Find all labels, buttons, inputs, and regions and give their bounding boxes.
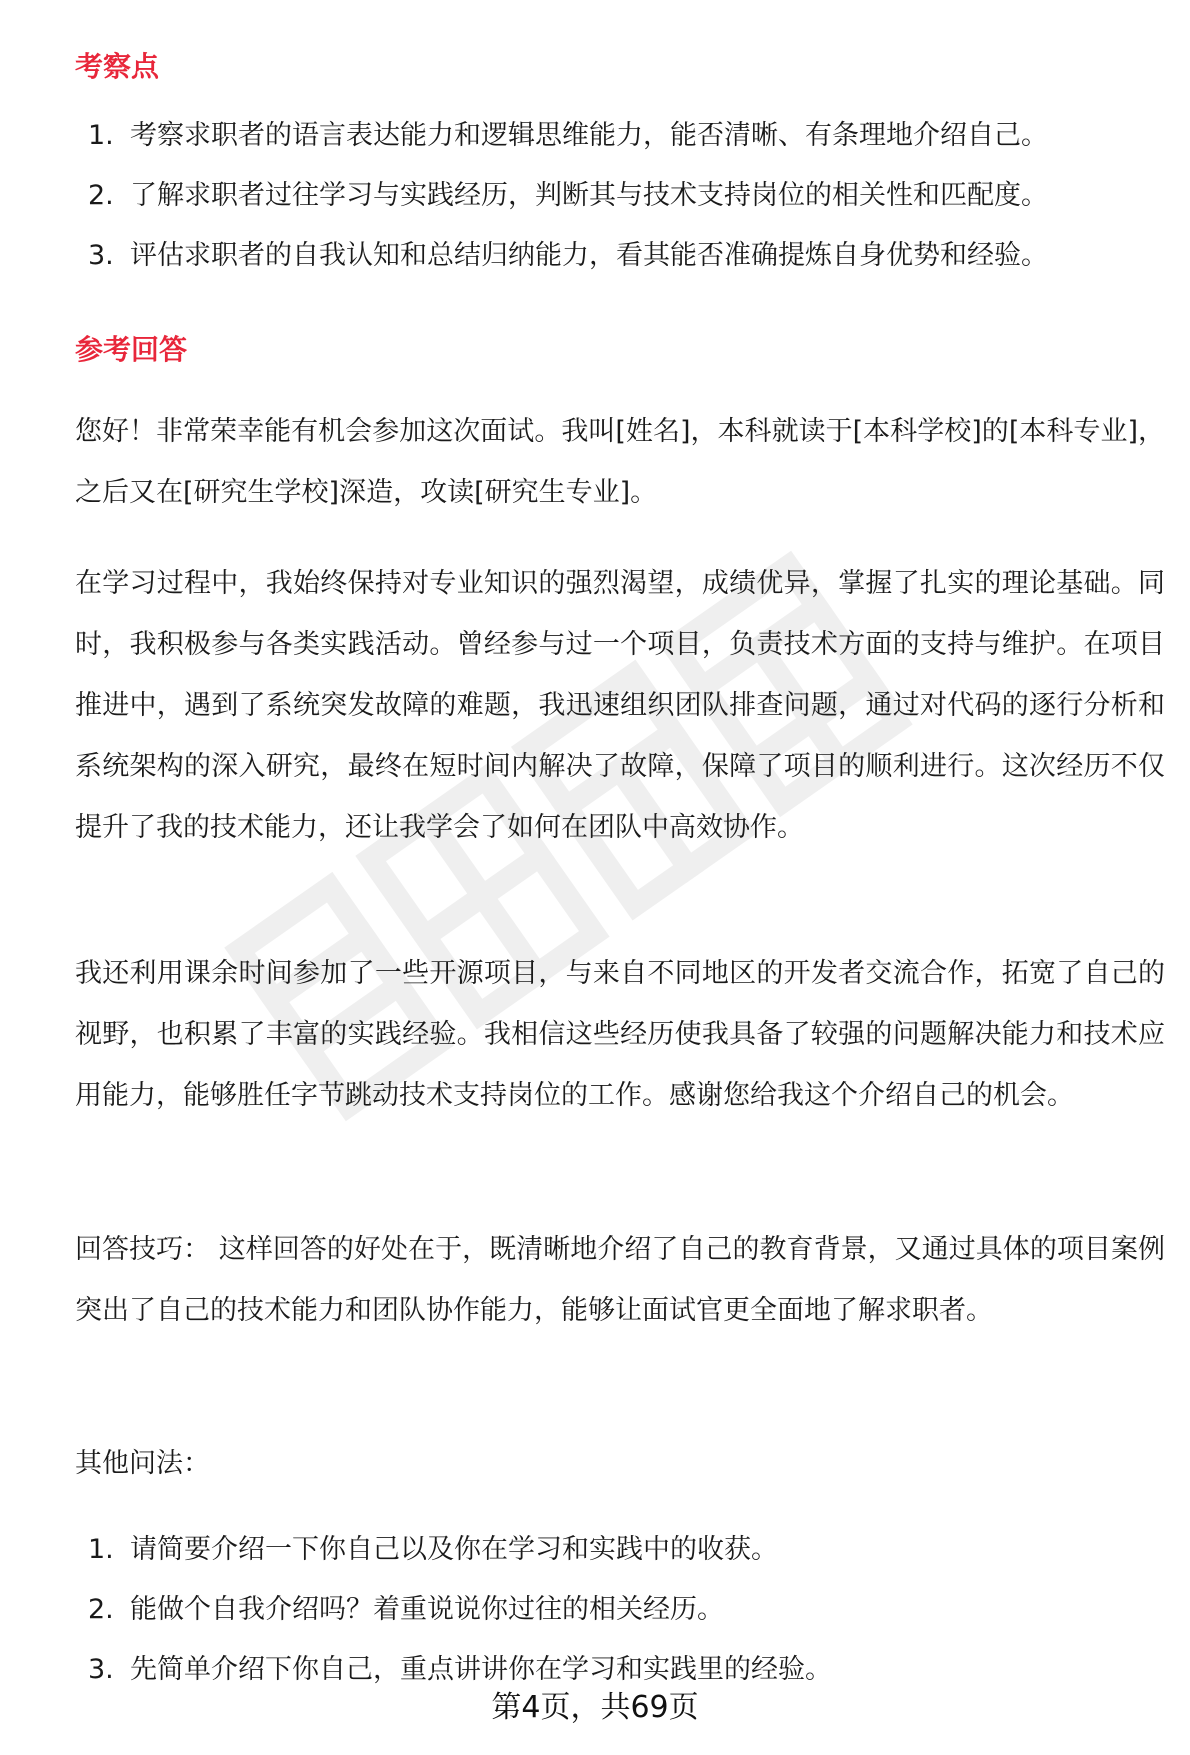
list-item-text: 评估求职者的自我认知和总结归纳能力，看其能否准确提炼自身优势和经验。 (130, 240, 1048, 271)
answer-paragraph-intro: 您好！非常荣幸能有机会参加这次面试。我叫[姓名]，本科就读于[本科学校]的[本科专业]，之后又在[研究生学校]深造，攻读[研究生专业]。 (75, 416, 1165, 508)
list-number: 3. (88, 1654, 114, 1685)
list-item (75, 1580, 1155, 1640)
list-item (75, 1520, 1155, 1580)
other-questions-label: 其他问法： (75, 1448, 210, 1479)
list-number: 2. (88, 1594, 114, 1625)
list-item (75, 226, 1155, 286)
list-number: 1. (88, 120, 114, 151)
list-item (75, 166, 1155, 226)
list-item-text: 先简单介绍下你自己，重点讲讲你在学习和实践里的经验。 (130, 1654, 832, 1685)
list-number: 1. (88, 1534, 114, 1565)
page-number: 第4页，共69页 (491, 1690, 699, 1725)
answer-paragraph-opensource: 我还利用课余时间参加了一些开源项目，与来自不同地区的开发者交流合作，拓宽了自己的视野，也积累了丰富的实践经验。我相信这些经历使我具备了较强的问题解决能力和技术应用能力，能够胜任字节跳动技术支持岗位的工作。感谢您给我这个介绍自己的机会。 (75, 958, 1165, 1111)
answer-tips-paragraph: 回答技巧： 这样回答的好处在于，既清晰地介绍了自己的教育背景，又通过具体的项目案例突出了自己的技术能力和团队协作能力，能够让面试官更全面地了解求职者。 (75, 1234, 1165, 1326)
section-title-reference-answer: 参考回答 (75, 333, 188, 366)
exam-points-list (75, 106, 1155, 286)
list-item-text: 了解求职者过往学习与实践经历，判断其与技术支持岗位的相关性和匹配度。 (130, 180, 1048, 211)
answer-paragraph-experience: 在学习过程中，我始终保持对专业知识的强烈渴望，成绩优异，掌握了扎实的理论基础。同时，我积极参与各类实践活动。曾经参与过一个项目，负责技术方面的支持与维护。在项目推进中，遇到了系统突发故障的难题，我迅速组织团队排查问题，通过对代码的逐行分析和系统架构的深入研究，最终在短时间内解决了故障，保障了项目的顺利进行。这次经历不仅提升了我的技术能力，还让我学会了如何在团队中高效协作。 (75, 568, 1165, 843)
list-item-text: 能做个自我介绍吗？着重说说你过往的相关经历。 (130, 1594, 724, 1625)
list-number: 3. (88, 240, 114, 271)
other-questions-list (75, 1520, 1155, 1700)
list-item (75, 106, 1155, 166)
list-number: 2. (88, 180, 114, 211)
list-item-text: 请简要介绍一下你自己以及你在学习和实践中的收获。 (130, 1534, 778, 1565)
list-item-text: 考察求职者的语言表达能力和逻辑思维能力，能否清晰、有条理地介绍自己。 (130, 120, 1048, 151)
section-title-kaochadian: 考察点 (75, 50, 160, 83)
